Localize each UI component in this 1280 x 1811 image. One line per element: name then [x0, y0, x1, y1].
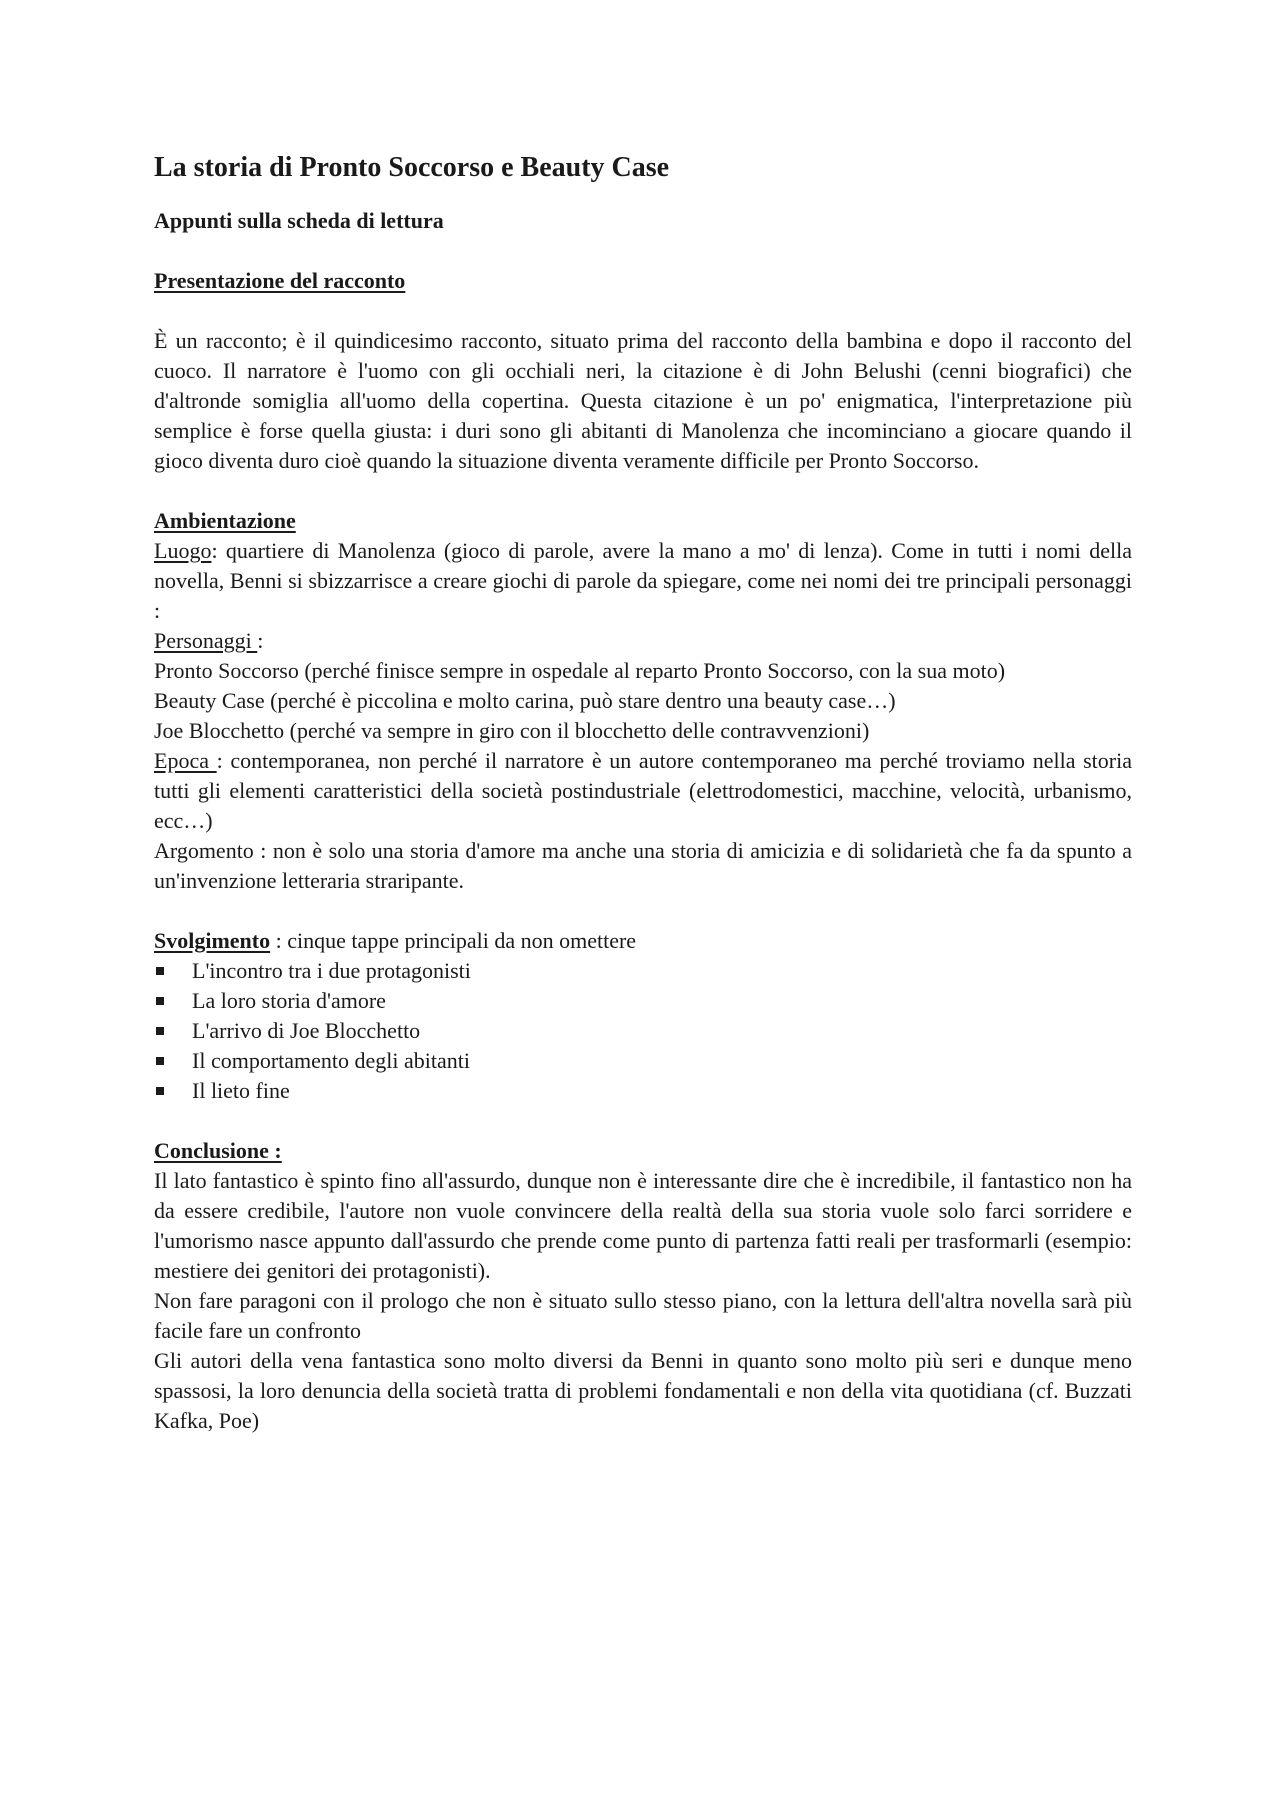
- personaggi-suffix: :: [257, 628, 264, 653]
- conclusione-heading: Conclusione :: [154, 1138, 282, 1163]
- luogo-text: : quartiere di Manolenza (gioco di parole, avere la mano a mo' di lenza). Come in tutti i nomi della novella, Benni si sbizzarrisce a creare giochi di parole da spiegare, come nei nomi dei tre principali personaggi :: [154, 538, 1132, 623]
- luogo-label: Luogo: [154, 538, 212, 563]
- bullet-square-icon: [156, 997, 164, 1005]
- personaggio-joe-blocchetto: Joe Blocchetto (perché va sempre in giro con il blocchetto delle contravvenzioni): [154, 718, 870, 743]
- list-item: Il lieto fine: [154, 1076, 1132, 1106]
- document-page: [154, 150, 1132, 1436]
- bullet-square-icon: [156, 1057, 164, 1065]
- personaggio-beauty-case: Beauty Case (perché è piccolina e molto carina, può stare dentro una beauty case…): [154, 688, 896, 713]
- epoca-paragraph: [154, 746, 1132, 836]
- svolgimento-intro: : cinque tappe principali da non omettere: [270, 928, 637, 953]
- document-title: La storia di Pronto Soccorso e Beauty Case: [154, 152, 670, 183]
- epoca-label: Epoca: [154, 748, 217, 773]
- conclusione-paragraph: Gli autori della vena fantastica sono molto diversi da Benni in quanto sono molto più seri e dunque meno spassosi, la loro denuncia della società tratta di problemi fondamentali e non della vita quotidiana (cf. Buzzati Kafka, Poe): [154, 1348, 1132, 1433]
- personaggi-paragraph: [154, 626, 1132, 656]
- section-conclusione: [154, 1136, 1132, 1436]
- svolgimento-heading: Svolgimento: [154, 928, 271, 953]
- presentazione-heading: Presentazione del racconto: [154, 268, 406, 293]
- list-item: Il comportamento degli abitanti: [154, 1046, 1132, 1076]
- document-subtitle: Appunti sulla scheda di lettura: [154, 208, 444, 233]
- svolgimento-list: [154, 956, 1132, 1106]
- epoca-text: : contemporanea, non perché il narratore è un autore contemporaneo ma perché troviamo nella storia tutti gli elementi caratteristici della società postindustriale (elettrodomestici, macchine, velocità, urbanismo, ecc…): [154, 748, 1132, 833]
- personaggi-label: Personaggi: [154, 628, 258, 653]
- section-ambientazione: [154, 506, 1132, 896]
- bullet-square-icon: [156, 1087, 164, 1095]
- bullet-square-icon: [156, 1027, 164, 1035]
- list-item: L'arrivo di Joe Blocchetto: [154, 1016, 1132, 1046]
- section-presentazione: [154, 266, 1132, 476]
- luogo-paragraph: [154, 536, 1132, 626]
- list-item: La loro storia d'amore: [154, 986, 1132, 1016]
- svolgimento-intro-line: [154, 926, 1132, 956]
- section-svolgimento: [154, 926, 1132, 1106]
- presentazione-text: È un racconto; è il quindicesimo racconto, situato prima del racconto della bambina e dopo il racconto del cuoco. Il narratore è l'uomo con gli occhiali neri, la citazione è di John Belushi (cenni biografici) che d'altronde somiglia all'uomo della copertina. Questa citazione è un po' enigmatica, l'interpretazione più semplice è forse quella giusta: i duri sono gli abitanti di Manolenza che incominciano a giocare quando il gioco diventa duro cioè quando la situazione diventa veramente difficile per Pronto Soccorso.: [154, 328, 1132, 473]
- conclusione-paragraph: Non fare paragoni con il prologo che non è situato sullo stesso piano, con la lettura dell'altra novella sarà più facile fare un confronto: [154, 1288, 1132, 1343]
- conclusione-paragraph: Il lato fantastico è spinto fino all'assurdo, dunque non è interessante dire che è incredibile, il fantastico non ha da essere credibile, l'autore non vuole convincere della realtà della sua storia vuole solo farci sorridere e l'umorismo nasce appunto dall'assurdo che prende come punto di partenza fatti reali per trasformarli (esempio: mestiere dei genitori dei protagonisti).: [154, 1168, 1132, 1283]
- bullet-square-icon: [156, 967, 164, 975]
- personaggio-pronto-soccorso: Pronto Soccorso (perché finisce sempre in ospedale al reparto Pronto Soccorso, con la sua moto): [154, 658, 1006, 683]
- argomento-paragraph: Argomento : non è solo una storia d'amore ma anche una storia di amicizia e di solidarietà che fa da spunto a un'invenzione letteraria straripante.: [154, 838, 1132, 893]
- list-item: L'incontro tra i due protagonisti: [154, 956, 1132, 986]
- ambientazione-heading: Ambientazione: [154, 508, 296, 533]
